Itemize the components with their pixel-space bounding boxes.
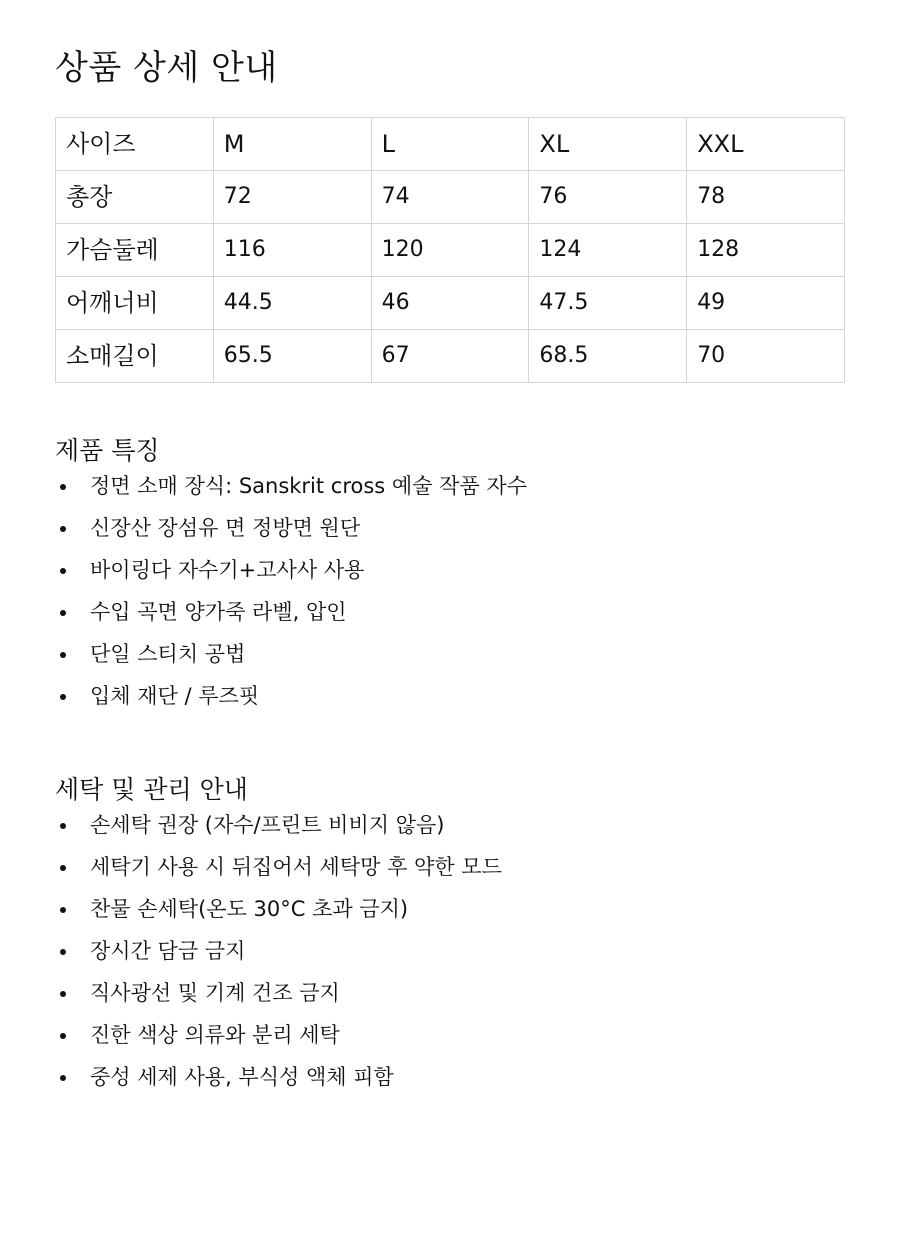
list-item-text: 입체 재단 / 루즈핏 — [90, 684, 260, 708]
bullet-icon — [60, 865, 66, 871]
list-item — [55, 1022, 845, 1064]
table-row — [56, 277, 845, 330]
bullet-icon — [60, 1075, 66, 1081]
bullet-icon — [60, 907, 66, 913]
list-item — [55, 812, 845, 854]
list-item — [55, 515, 845, 557]
list-item-text: 장시간 담금 금지 — [90, 939, 246, 963]
list-item — [55, 980, 845, 1022]
size-table — [55, 117, 845, 383]
table-cell: 128 — [687, 224, 845, 277]
care-section — [55, 774, 845, 1106]
care-list — [55, 812, 845, 1106]
table-row — [56, 171, 845, 224]
list-item — [55, 896, 845, 938]
size-header-xxl: XXL — [687, 118, 845, 171]
list-item-text: 진한 색상 의류와 분리 세탁 — [90, 1023, 340, 1047]
size-header-m: M — [213, 118, 371, 171]
row-label-sleeve: 소매길이 — [56, 330, 214, 383]
table-cell: 74 — [371, 171, 529, 224]
table-cell: 120 — [371, 224, 529, 277]
bullet-icon — [60, 526, 66, 532]
table-row — [56, 330, 845, 383]
row-label-total-length: 총장 — [56, 171, 214, 224]
bullet-icon — [60, 823, 66, 829]
bullet-icon — [60, 1033, 66, 1039]
size-header-xl: XL — [529, 118, 687, 171]
list-item-text: 찬물 손세탁(온도 30°C 초과 금지) — [90, 897, 409, 921]
list-item — [55, 854, 845, 896]
list-item — [55, 473, 845, 515]
table-cell: 116 — [213, 224, 371, 277]
bullet-icon — [60, 949, 66, 955]
bullet-icon — [60, 484, 66, 490]
table-cell: 78 — [687, 171, 845, 224]
bullet-icon — [60, 991, 66, 997]
table-cell: 65.5 — [213, 330, 371, 383]
table-cell: 68.5 — [529, 330, 687, 383]
care-title: 세탁 및 관리 안내 — [55, 775, 248, 804]
list-item-text: 단일 스티치 공법 — [90, 642, 246, 666]
table-cell: 46 — [371, 277, 529, 330]
table-cell: 124 — [529, 224, 687, 277]
size-header-label: 사이즈 — [56, 118, 214, 171]
list-item-text: 손세탁 권장 (자수/프린트 비비지 않음) — [90, 813, 445, 837]
list-item-text: 중성 세제 사용, 부식성 액체 피함 — [90, 1065, 394, 1089]
size-header-l: L — [371, 118, 529, 171]
list-item — [55, 938, 845, 980]
page-title: 상품 상세 안내 — [55, 48, 278, 88]
row-label-chest: 가슴둘레 — [56, 224, 214, 277]
list-item — [55, 557, 845, 599]
table-cell: 76 — [529, 171, 687, 224]
size-table-header-row — [56, 118, 845, 171]
list-item — [55, 599, 845, 641]
list-item-text: 신장산 장섬유 면 정방면 원단 — [90, 516, 361, 540]
list-item-text: 정면 소매 장식: Sanskrit cross 예술 작품 자수 — [90, 474, 527, 498]
list-item-text: 수입 곡면 양가죽 라벨, 압인 — [90, 600, 347, 624]
bullet-icon — [60, 610, 66, 616]
bullet-icon — [60, 694, 66, 700]
row-label-shoulder: 어깨너비 — [56, 277, 214, 330]
table-cell: 70 — [687, 330, 845, 383]
table-cell: 67 — [371, 330, 529, 383]
bullet-icon — [60, 568, 66, 574]
table-cell: 49 — [687, 277, 845, 330]
table-cell: 44.5 — [213, 277, 371, 330]
list-item-text: 직사광선 및 기계 건조 금지 — [90, 981, 340, 1005]
features-list — [55, 473, 845, 725]
bullet-icon — [60, 652, 66, 658]
features-section — [55, 435, 845, 725]
list-item — [55, 1064, 845, 1106]
features-title: 제품 특징 — [55, 436, 160, 465]
table-cell: 72 — [213, 171, 371, 224]
table-row — [56, 224, 845, 277]
table-cell: 47.5 — [529, 277, 687, 330]
list-item-text: 바이링다 자수기+고사사 사용 — [90, 558, 365, 582]
list-item — [55, 683, 845, 725]
list-item-text: 세탁기 사용 시 뒤집어서 세탁망 후 약한 모드 — [90, 855, 502, 879]
list-item — [55, 641, 845, 683]
